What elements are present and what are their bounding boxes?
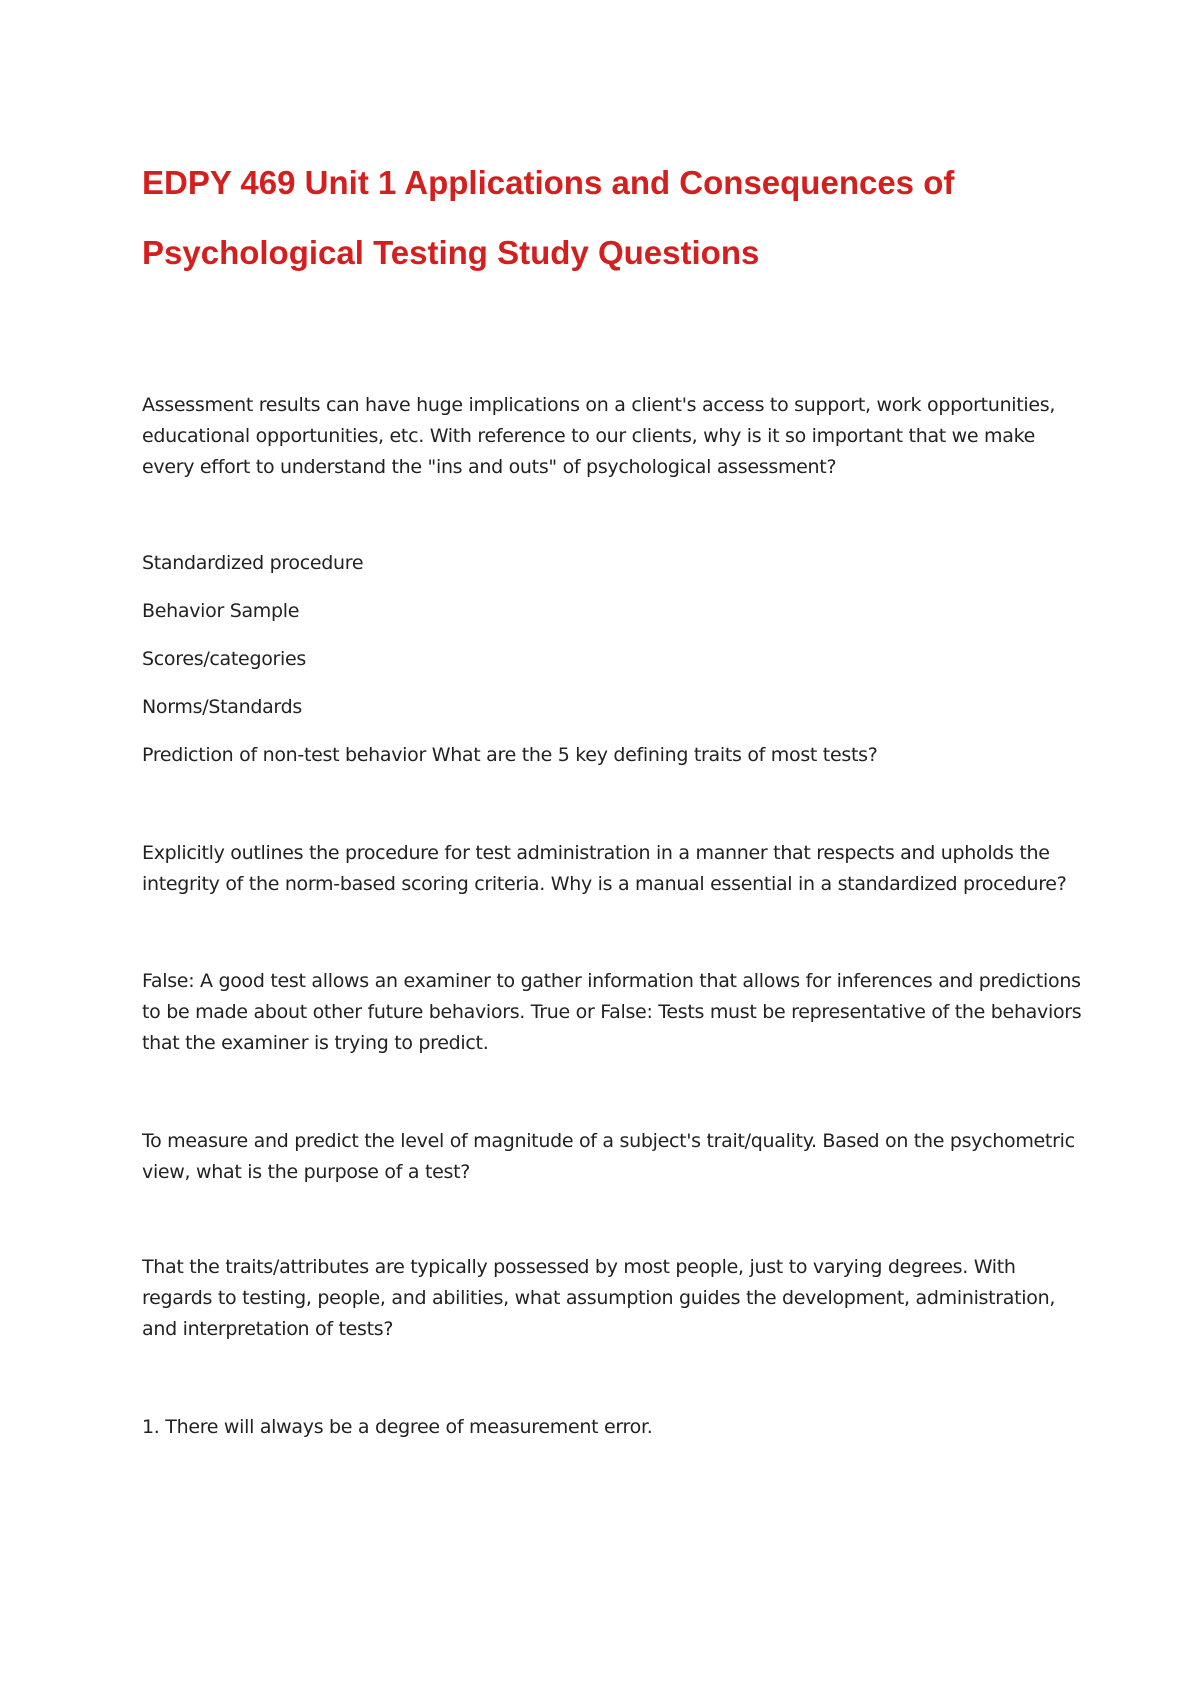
qa-true-false-paragraph: False: A good test allows an examiner to gather information that allows for inferences and predictions to be made about other future behaviors. True or False: Tests must be representative of the behaviors that the examiner is trying to predict. [142, 970, 1082, 1054]
trait-item-standardized-procedure: Standardized procedure [142, 552, 364, 574]
qa-manual-paragraph: Explicitly outlines the procedure for test administration in a manner that respects and upholds the integrity of the norm-based scoring criteria. Why is a manual essential in a standardized procedure? [142, 842, 1067, 895]
intro-paragraph: Assessment results can have huge implications on a client's access to support, work opportunities, educational opportunities, etc. With reference to our clients, why is it so important that we make every effort to understand the "ins and outs" of psychological assessment? [142, 394, 1056, 478]
trait-item-prediction-question: Prediction of non-test behavior What are the 5 key defining traits of most tests? [142, 744, 878, 766]
qa-measurement-error-paragraph: 1. There will always be a degree of measurement error. [142, 1416, 653, 1438]
trait-item-norms-standards: Norms/Standards [142, 696, 302, 718]
qa-purpose-paragraph: To measure and predict the level of magnitude of a subject's trait/quality. Based on the psychometric view, what is the purpose of a test? [142, 1130, 1075, 1183]
trait-item-behavior-sample: Behavior Sample [142, 600, 300, 622]
trait-item-scores-categories: Scores/categories [142, 648, 307, 670]
qa-assumption-paragraph: That the traits/attributes are typically possessed by most people, just to varying degrees. With regards to testing, people, and abilities, what assumption guides the development, administration, and interpretation of tests? [142, 1256, 1056, 1340]
document-title: EDPY 469 Unit 1 Applications and Consequences of Psychological Testing Study Questions [142, 164, 955, 271]
